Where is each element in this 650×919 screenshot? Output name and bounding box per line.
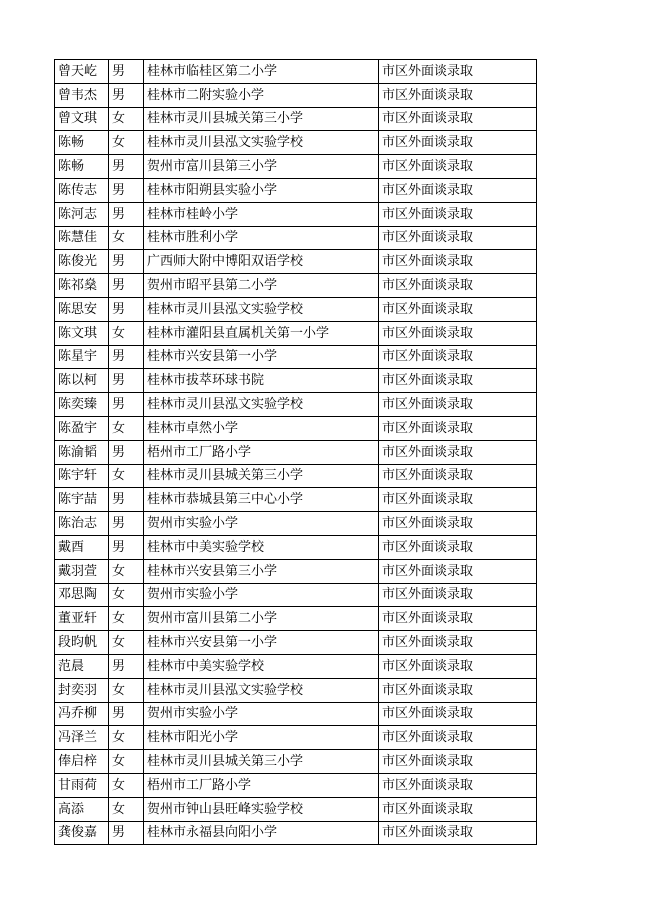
admission-result-cell: 市区外面谈录取: [379, 178, 537, 202]
table-row: [55, 464, 537, 488]
school-cell: 桂林市卓然小学: [144, 416, 379, 440]
student-name-cell: 甘雨荷: [55, 773, 109, 797]
school-cell: 广西师大附中博阳双语学校: [144, 250, 379, 274]
student-name-cell: 陈盈宇: [55, 416, 109, 440]
table-row: [55, 702, 537, 726]
school-cell: 桂林市灵川县城关第三小学: [144, 464, 379, 488]
admission-result-cell: 市区外面谈录取: [379, 631, 537, 655]
table-row: [55, 678, 537, 702]
gender-cell: 女: [109, 583, 144, 607]
gender-cell: 男: [109, 488, 144, 512]
student-name-cell: 陈河志: [55, 202, 109, 226]
gender-cell: 男: [109, 83, 144, 107]
admission-result-cell: 市区外面谈录取: [379, 297, 537, 321]
table-row: [55, 773, 537, 797]
student-name-cell: 陈祁燊: [55, 274, 109, 298]
admission-result-cell: 市区外面谈录取: [379, 512, 537, 536]
admission-result-cell: 市区外面谈录取: [379, 155, 537, 179]
student-name-cell: 陈俊光: [55, 250, 109, 274]
school-cell: 梧州市工厂路小学: [144, 773, 379, 797]
student-name-cell: 董亚轩: [55, 607, 109, 631]
admission-result-cell: 市区外面谈录取: [379, 60, 537, 84]
gender-cell: 男: [109, 274, 144, 298]
admission-result-cell: 市区外面谈录取: [379, 726, 537, 750]
school-cell: 桂林市灵川县城关第三小学: [144, 750, 379, 774]
admission-result-cell: 市区外面谈录取: [379, 702, 537, 726]
student-name-cell: 陈畅: [55, 155, 109, 179]
admission-result-cell: 市区外面谈录取: [379, 464, 537, 488]
admission-result-cell: 市区外面谈录取: [379, 583, 537, 607]
admission-result-cell: 市区外面谈录取: [379, 345, 537, 369]
gender-cell: 女: [109, 559, 144, 583]
gender-cell: 女: [109, 750, 144, 774]
admission-result-cell: 市区外面谈录取: [379, 535, 537, 559]
admission-result-cell: 市区外面谈录取: [379, 107, 537, 131]
student-name-cell: 陈慧佳: [55, 226, 109, 250]
gender-cell: 男: [109, 178, 144, 202]
school-cell: 桂林市兴安县第三小学: [144, 559, 379, 583]
student-name-cell: 戴羽萱: [55, 559, 109, 583]
student-name-cell: 戴酉: [55, 535, 109, 559]
gender-cell: 男: [109, 702, 144, 726]
student-name-cell: 曾文琪: [55, 107, 109, 131]
gender-cell: 男: [109, 369, 144, 393]
student-name-cell: 邓思陶: [55, 583, 109, 607]
student-name-cell: 陈治志: [55, 512, 109, 536]
admission-result-cell: 市区外面谈录取: [379, 83, 537, 107]
table-row: [55, 202, 537, 226]
admission-table: [54, 59, 537, 845]
school-cell: 桂林市阳朔县实验小学: [144, 178, 379, 202]
admission-result-cell: 市区外面谈录取: [379, 821, 537, 845]
school-cell: 桂林市永福县向阳小学: [144, 821, 379, 845]
gender-cell: 女: [109, 416, 144, 440]
gender-cell: 女: [109, 107, 144, 131]
table-row: [55, 321, 537, 345]
gender-cell: 女: [109, 464, 144, 488]
school-cell: 桂林市灌阳县直属机关第一小学: [144, 321, 379, 345]
table-row: [55, 131, 537, 155]
gender-cell: 女: [109, 797, 144, 821]
admission-result-cell: 市区外面谈录取: [379, 678, 537, 702]
school-cell: 桂林市恭城县第三中心小学: [144, 488, 379, 512]
school-cell: 桂林市灵川县泓文实验学校: [144, 131, 379, 155]
admission-result-cell: 市区外面谈录取: [379, 750, 537, 774]
gender-cell: 女: [109, 631, 144, 655]
table-row: [55, 750, 537, 774]
school-cell: 贺州市富川县第三小学: [144, 155, 379, 179]
table-row: [55, 250, 537, 274]
student-name-cell: 俸启梓: [55, 750, 109, 774]
admission-result-cell: 市区外面谈录取: [379, 393, 537, 417]
table-row: [55, 369, 537, 393]
gender-cell: 女: [109, 678, 144, 702]
gender-cell: 男: [109, 345, 144, 369]
school-cell: 梧州市工厂路小学: [144, 440, 379, 464]
school-cell: 桂林市拔萃环球书院: [144, 369, 379, 393]
table-row: [55, 488, 537, 512]
table-row: [55, 583, 537, 607]
gender-cell: 男: [109, 202, 144, 226]
gender-cell: 男: [109, 512, 144, 536]
table-row: [55, 345, 537, 369]
school-cell: 桂林市中美实验学校: [144, 654, 379, 678]
student-name-cell: 陈以柯: [55, 369, 109, 393]
table-row: [55, 512, 537, 536]
table-row: [55, 226, 537, 250]
table-row: [55, 440, 537, 464]
gender-cell: 女: [109, 131, 144, 155]
student-name-cell: 陈宇轩: [55, 464, 109, 488]
admission-result-cell: 市区外面谈录取: [379, 274, 537, 298]
table-row: [55, 631, 537, 655]
school-cell: 贺州市实验小学: [144, 702, 379, 726]
admission-result-cell: 市区外面谈录取: [379, 559, 537, 583]
table-row: [55, 797, 537, 821]
gender-cell: 男: [109, 297, 144, 321]
school-cell: 贺州市富川县第二小学: [144, 607, 379, 631]
admission-result-cell: 市区外面谈录取: [379, 226, 537, 250]
admission-result-cell: 市区外面谈录取: [379, 369, 537, 393]
student-name-cell: 陈文琪: [55, 321, 109, 345]
gender-cell: 男: [109, 60, 144, 84]
gender-cell: 女: [109, 607, 144, 631]
student-name-cell: 冯乔柳: [55, 702, 109, 726]
table-row: [55, 416, 537, 440]
student-name-cell: 陈渝韬: [55, 440, 109, 464]
admission-result-cell: 市区外面谈录取: [379, 202, 537, 226]
table-row: [55, 654, 537, 678]
table-row: [55, 155, 537, 179]
table-row: [55, 107, 537, 131]
gender-cell: 女: [109, 226, 144, 250]
admission-result-cell: 市区外面谈录取: [379, 250, 537, 274]
admission-result-cell: 市区外面谈录取: [379, 321, 537, 345]
admission-result-cell: 市区外面谈录取: [379, 131, 537, 155]
student-name-cell: 高添: [55, 797, 109, 821]
admission-result-cell: 市区外面谈录取: [379, 607, 537, 631]
student-name-cell: 陈奕臻: [55, 393, 109, 417]
school-cell: 贺州市钟山县旺峰实验学校: [144, 797, 379, 821]
school-cell: 桂林市胜利小学: [144, 226, 379, 250]
gender-cell: 女: [109, 726, 144, 750]
table-row: [55, 297, 537, 321]
table-row: [55, 83, 537, 107]
student-name-cell: 曾天屹: [55, 60, 109, 84]
school-cell: 桂林市二附实验小学: [144, 83, 379, 107]
admission-result-cell: 市区外面谈录取: [379, 797, 537, 821]
admission-result-cell: 市区外面谈录取: [379, 488, 537, 512]
table-row: [55, 60, 537, 84]
admission-table-body: [55, 60, 537, 845]
school-cell: 桂林市阳光小学: [144, 726, 379, 750]
table-row: [55, 393, 537, 417]
table-row: [55, 726, 537, 750]
gender-cell: 男: [109, 155, 144, 179]
table-row: [55, 274, 537, 298]
student-name-cell: 陈宇喆: [55, 488, 109, 512]
school-cell: 贺州市实验小学: [144, 512, 379, 536]
student-name-cell: 封奕羽: [55, 678, 109, 702]
school-cell: 桂林市中美实验学校: [144, 535, 379, 559]
student-name-cell: 段昀帆: [55, 631, 109, 655]
admission-result-cell: 市区外面谈录取: [379, 654, 537, 678]
school-cell: 桂林市桂岭小学: [144, 202, 379, 226]
school-cell: 桂林市灵川县泓文实验学校: [144, 393, 379, 417]
gender-cell: 男: [109, 654, 144, 678]
student-name-cell: 范晨: [55, 654, 109, 678]
student-name-cell: 冯泽兰: [55, 726, 109, 750]
table-row: [55, 535, 537, 559]
student-name-cell: 陈星宇: [55, 345, 109, 369]
school-cell: 桂林市临桂区第二小学: [144, 60, 379, 84]
student-name-cell: 陈思安: [55, 297, 109, 321]
table-row: [55, 821, 537, 845]
admission-result-cell: 市区外面谈录取: [379, 440, 537, 464]
student-name-cell: 陈畅: [55, 131, 109, 155]
gender-cell: 女: [109, 321, 144, 345]
student-name-cell: 陈传志: [55, 178, 109, 202]
school-cell: 贺州市昭平县第二小学: [144, 274, 379, 298]
gender-cell: 男: [109, 535, 144, 559]
student-name-cell: 龚俊嘉: [55, 821, 109, 845]
admission-result-cell: 市区外面谈录取: [379, 773, 537, 797]
school-cell: 桂林市灵川县泓文实验学校: [144, 297, 379, 321]
gender-cell: 男: [109, 821, 144, 845]
gender-cell: 女: [109, 773, 144, 797]
school-cell: 桂林市灵川县城关第三小学: [144, 107, 379, 131]
gender-cell: 男: [109, 440, 144, 464]
gender-cell: 男: [109, 393, 144, 417]
school-cell: 桂林市兴安县第一小学: [144, 631, 379, 655]
admission-result-cell: 市区外面谈录取: [379, 416, 537, 440]
gender-cell: 男: [109, 250, 144, 274]
school-cell: 贺州市实验小学: [144, 583, 379, 607]
table-row: [55, 607, 537, 631]
table-row: [55, 559, 537, 583]
school-cell: 桂林市灵川县泓文实验学校: [144, 678, 379, 702]
table-row: [55, 178, 537, 202]
student-name-cell: 曾韦杰: [55, 83, 109, 107]
school-cell: 桂林市兴安县第一小学: [144, 345, 379, 369]
